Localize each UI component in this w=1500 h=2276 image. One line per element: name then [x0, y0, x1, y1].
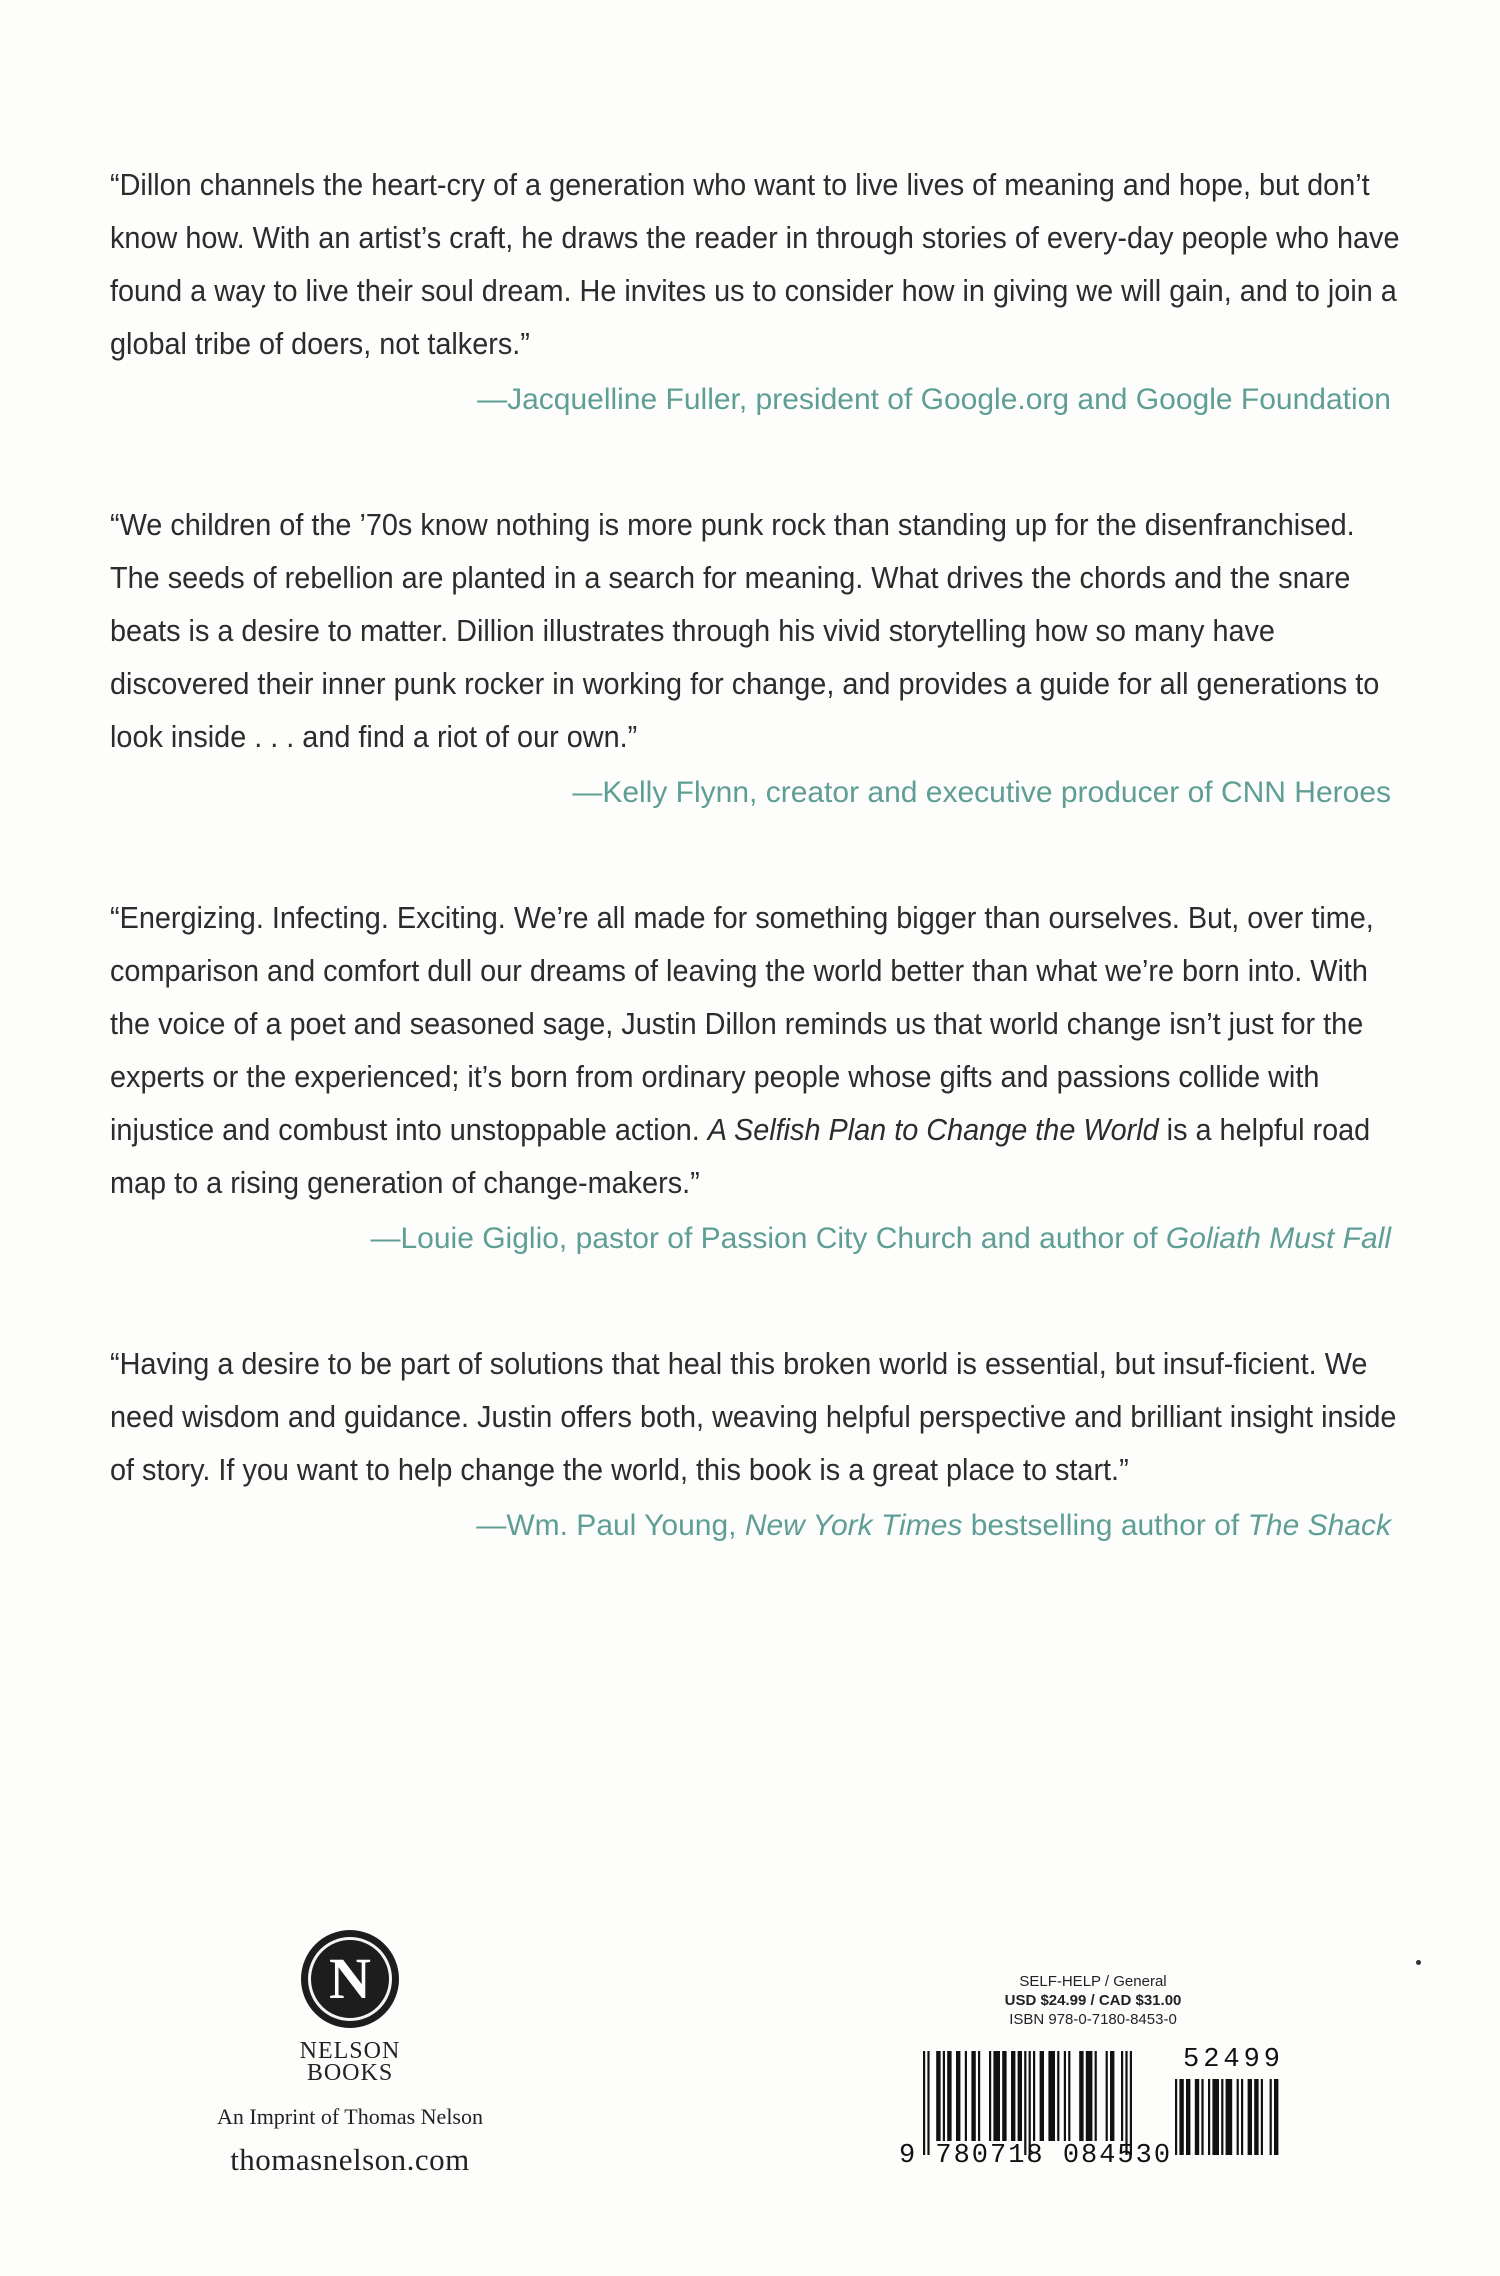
book-title: A Selfish Plan to Change the World — [707, 1112, 1159, 1147]
price-addon-barcode — [1175, 2079, 1295, 2155]
barcode-bar — [947, 2051, 951, 2141]
barcode-bar — [1179, 2079, 1183, 2155]
barcode-bar — [1261, 2079, 1263, 2155]
barcode-info — [948, 1972, 1238, 2029]
barcode-graphic — [893, 2033, 1313, 2173]
barcode-bar — [1095, 2051, 1097, 2141]
price-addon-digits: 52499 — [1183, 2045, 1285, 2075]
barcode-bar — [1208, 2079, 1210, 2155]
barcode-bar — [1195, 2079, 1199, 2155]
barcode-bar — [927, 2051, 929, 2155]
endorsement-attribution — [110, 1213, 1395, 1265]
quote-text: is a helpful road map to a rising generation of change-makers.” — [110, 1112, 1371, 1200]
barcode-bar — [1270, 2079, 1272, 2155]
publisher-website: thomasnelson.com — [230, 2142, 470, 2177]
barcode-bar — [1186, 2079, 1190, 2155]
barcode-bar — [1068, 2051, 1070, 2141]
barcode-bar — [1033, 2051, 1035, 2141]
book-isbn: ISBN 978-0-7180-8453-0 — [1009, 2011, 1177, 2028]
barcode-bar — [923, 2051, 925, 2155]
barcode-bar — [1130, 2051, 1132, 2155]
publisher-logo — [180, 1930, 520, 2178]
barcode-bar — [1121, 2051, 1123, 2141]
ean-digits: 9 780718 084530 — [899, 2141, 1173, 2171]
nelson-logo-icon — [301, 1930, 399, 2028]
barcode-bar — [1086, 2051, 1093, 2141]
endorsement-giglio — [110, 891, 1395, 1265]
barcode-bar — [1241, 2079, 1243, 2155]
barcode-bar — [1221, 2079, 1223, 2155]
barcode-bar — [1254, 2079, 1258, 2155]
barcode-bar — [1064, 2051, 1066, 2141]
barcode-bar — [1040, 2051, 1044, 2141]
barcode-bar — [1226, 2079, 1233, 2155]
barcode-bar — [1274, 2079, 1278, 2155]
barcode-bar — [971, 2051, 975, 2141]
publisher-name-line: BOOKS — [306, 2060, 394, 2086]
print-speck — [1416, 1960, 1421, 1965]
endorsement-quote: “Dillon channels the heart-cry of a generation who want to live lives of meaning and hope, but don’t know how. With an artist’s craft, he draws the reader in through stories of every-day people who have found a way to live their soul dream. He invites us to consider how in giving we will gain, and to join a global tribe of doers, not talkers.” — [110, 167, 1400, 361]
book-category: SELF-HELP / General — [1019, 1973, 1167, 1990]
endorsement-quote: “Having a desire to be part of solutions that heal this broken world is essential, but insuf-ficient. We need wisdom and guidance. Justin offers both, weaving helpful perspective and brilliant insight inside of story. If you want to help change the world, this book is a great place to start.” — [110, 1346, 1397, 1487]
barcode-bar — [1110, 2051, 1114, 2141]
attribution-text: —Wm. Paul Young, — [476, 1509, 745, 1542]
barcode-bar — [1125, 2051, 1127, 2155]
barcode-bar — [1018, 2051, 1022, 2141]
author-book-title: The Shack — [1247, 1509, 1391, 1542]
author-book-title: Goliath Must Fall — [1165, 1222, 1391, 1255]
barcode-bar — [1048, 2051, 1055, 2141]
barcode-bar — [1237, 2079, 1239, 2155]
barcode-bar — [978, 2051, 980, 2141]
endorsement-quote: “We children of the ’70s know nothing is more punk rock than standing up for the disenfranchised. The seeds of rebellion are planted in a search for meaning. What drives the chords and the snare beats is a desire to matter. Dillion illustrates through his vivid storytelling how so many have discovered their inner punk rocker in working for change, and provides a guide for all generations to look inside . . . and find a riot of our own.” — [110, 507, 1380, 754]
barcode-block — [893, 1972, 1313, 2173]
barcode-bar — [1057, 2051, 1059, 2141]
barcode-bar — [965, 2051, 967, 2141]
quote-text: “Energizing. Infecting. Exciting. We’re all made for something bigger than ourselves. But, over time, comparison and comfort dull our dreams of leaving the world better than what we’re born into. With the voice of a poet and seasoned sage, Justin Dillon reminds us that world change isn’t just for the experts or the experienced; it’s born from ordinary people whose gifts and passions collide with injustice and combust into unstoppable action. — [110, 900, 1374, 1147]
imprint-line: An Imprint of Thomas Nelson — [216, 2104, 483, 2129]
attribution-text: —Louie Giglio, pastor of Passion City Church and author of — [370, 1222, 1166, 1255]
endorsement-quote — [110, 891, 1401, 1209]
endorsement-flynn — [110, 498, 1395, 819]
publisher-name-line: NELSON — [299, 2038, 401, 2064]
barcode-bar — [1201, 2079, 1203, 2155]
barcode-bar — [1175, 2079, 1177, 2155]
newspaper-name: New York Times — [744, 1509, 963, 1542]
ean-barcode — [923, 2051, 1168, 2155]
barcode-bar — [936, 2051, 940, 2141]
barcode-bar — [989, 2051, 991, 2141]
endorsement-attribution: —Jacquelline Fuller, president of Google.org and Google Foundation — [477, 383, 1391, 416]
endorsements — [110, 158, 1400, 1624]
barcode-bar — [1024, 2051, 1026, 2155]
barcode-bar — [1029, 2051, 1031, 2155]
barcode-bar — [1248, 2079, 1252, 2155]
barcode-bar — [1212, 2079, 1219, 2155]
endorsement-fuller — [110, 158, 1400, 426]
barcode-bar — [1011, 2051, 1015, 2141]
barcode-bar — [1002, 2051, 1006, 2141]
barcode-bar — [1106, 2051, 1108, 2141]
logo-letter: N — [329, 1946, 371, 2011]
barcode-bar — [943, 2051, 945, 2141]
attribution-text: bestselling author of — [962, 1509, 1248, 1542]
barcode-bar — [956, 2051, 960, 2141]
book-price: USD $24.99 / CAD $31.00 — [1004, 1992, 1182, 2009]
barcode-bar — [1079, 2051, 1083, 2141]
publisher-name — [180, 2040, 520, 2084]
barcode-bar — [993, 2051, 1000, 2141]
endorsement-young — [110, 1337, 1395, 1552]
endorsement-attribution: —Kelly Flynn, creator and executive producer of CNN Heroes — [572, 776, 1391, 809]
endorsement-attribution — [110, 1500, 1395, 1552]
